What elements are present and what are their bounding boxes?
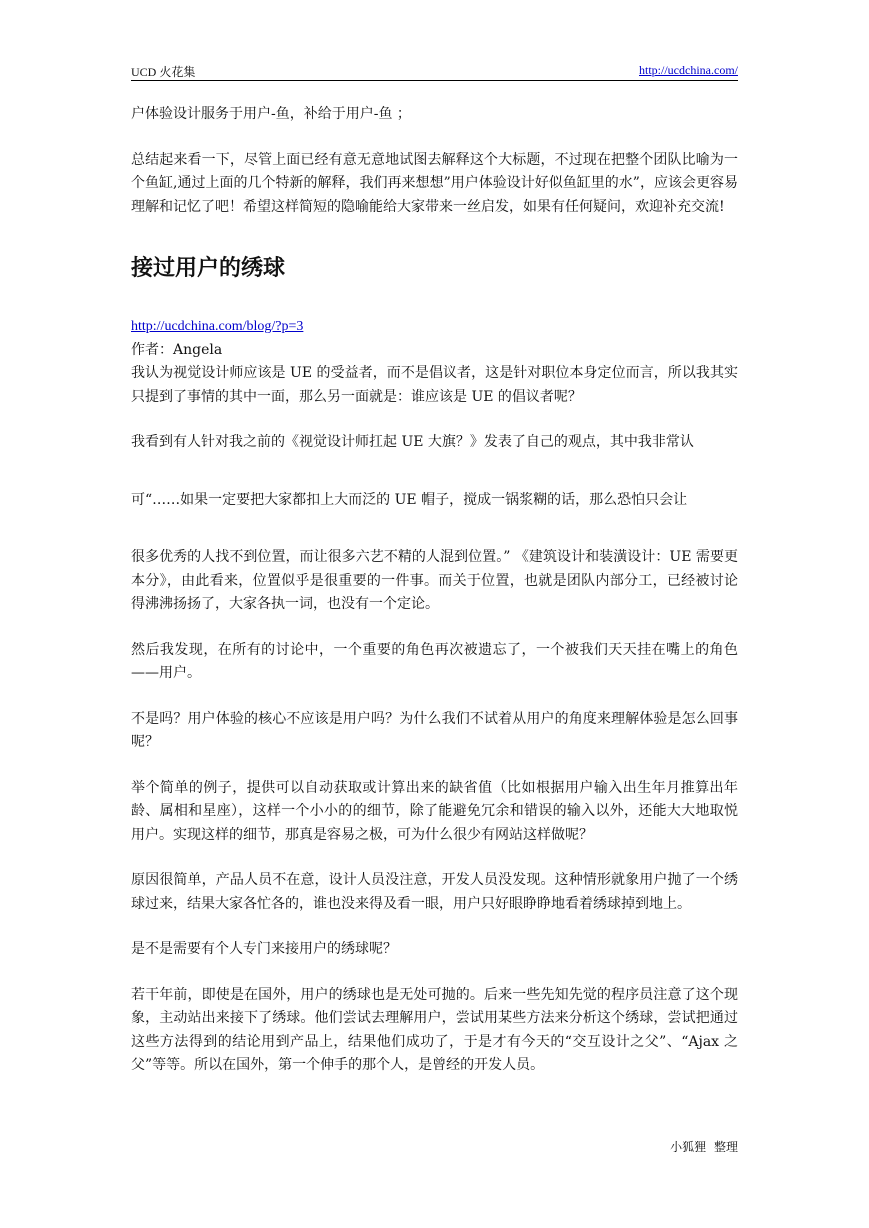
- document-body: [131, 103, 738, 1078]
- article-paragraph-8: 原因很简单，产品人员不在意，设计人员没注意，开发人员没发现。这种情形就象用户抛了一个绣球过来，结果大家各忙各的，谁也没来得及看一眼，用户只好眼睁睁地看着绣球掉到地上。: [131, 872, 738, 912]
- article-paragraph-2: 我看到有人针对我之前的《视觉设计师扛起 UE 大旗？》发表了自己的观点，其中我非常认: [131, 434, 694, 450]
- intro-paragraph-1: 户体验设计服务于用户-鱼，补给于用户-鱼 ；: [131, 106, 411, 122]
- article-paragraph-3: 可“……如果一定要把大家都扣上大而泛的 UE 帽子，搅成一锅浆糊的话，那么恐怕只会让: [131, 491, 688, 508]
- intro-paragraph-2: 总结起来看一下，尽管上面已经有意无意地试图去解释这个大标题，不过现在把整个团队比喻为一个鱼缸,通过上面的几个特新的解释，我们再来想想”用户体验设计好似鱼缸里的水”，应该会更容易理解和记忆了吧！希望这样简短的隐喻能给大家带来一丝启发，如果有任何疑问，欢迎补充交流!: [131, 151, 738, 215]
- article-link[interactable]: http://ucdchina.com/blog/?p=3: [131, 319, 304, 334]
- article-paragraph-9: 是不是需要有个人专门来接用户的绣球呢？: [131, 941, 397, 957]
- article-paragraph-6: 不是吗？用户体验的核心不应该是用户吗？为什么我们不试着从用户的角度来理解体验是怎么回事呢？: [131, 710, 738, 750]
- article-paragraph-10: 若干年前，即使是在国外，用户的绣球也是无处可抛的。后来一些先知先觉的程序员注意了这个现象，主动站出来接下了绣球。他们尝试去理解用户，尝试用某些方法来分析这个绣球，尝试把通过这些方法得到的结论用到产品上，结果他们成功了，于是才有今天的“交互设计之父”、“Ajax 之父”等等。所以在国外，第一个伸手的那个人，是曾经的开发人员。: [131, 986, 738, 1073]
- header-site-link[interactable]: http://ucdchina.com/: [639, 63, 738, 77]
- page-header: [131, 62, 738, 81]
- article-paragraph-4: 很多优秀的人找不到位置，而让很多六艺不精的人混到位置。” 《建筑设计和装潢设计：UE 需要更本分》，由此看来，位置似乎是很重要的一件事。而关于位置，也就是团队内部分工，已经被讨论得沸沸扬扬了，大家各执一词，也没有一个定论。: [131, 549, 738, 612]
- article-paragraph-1: 我认为视觉设计师应该是 UE 的受益者，而不是倡议者，这是针对职位本身定位而言，所以我其实只提到了事情的其中一面，那么另一面就是：谁应该是 UE 的倡议者呢？: [131, 365, 738, 405]
- article-title: 接过用户的绣球: [131, 256, 286, 281]
- page-footer: 小狐狸 整理: [670, 1140, 738, 1154]
- header-site-name: UCD 火花集: [131, 65, 196, 79]
- article-source-link: [131, 315, 738, 339]
- article-paragraph-5: 然后我发现，在所有的讨论中，一个重要的角色再次被遗忘了，一个被我们天天挂在嘴上的角色——用户。: [131, 641, 738, 681]
- article-author: 作者：Angela: [131, 341, 223, 358]
- article-paragraph-7: 举个简单的例子，提供可以自动获取或计算出来的缺省值（比如根据用户输入出生年月推算出年龄、属相和星座），这样一个小小的的细节，除了能避免冗余和错误的输入以外，还能大大地取悦用户。实现这样的细节，那真是容易之极，可为什么很少有网站这样做呢？: [131, 779, 738, 843]
